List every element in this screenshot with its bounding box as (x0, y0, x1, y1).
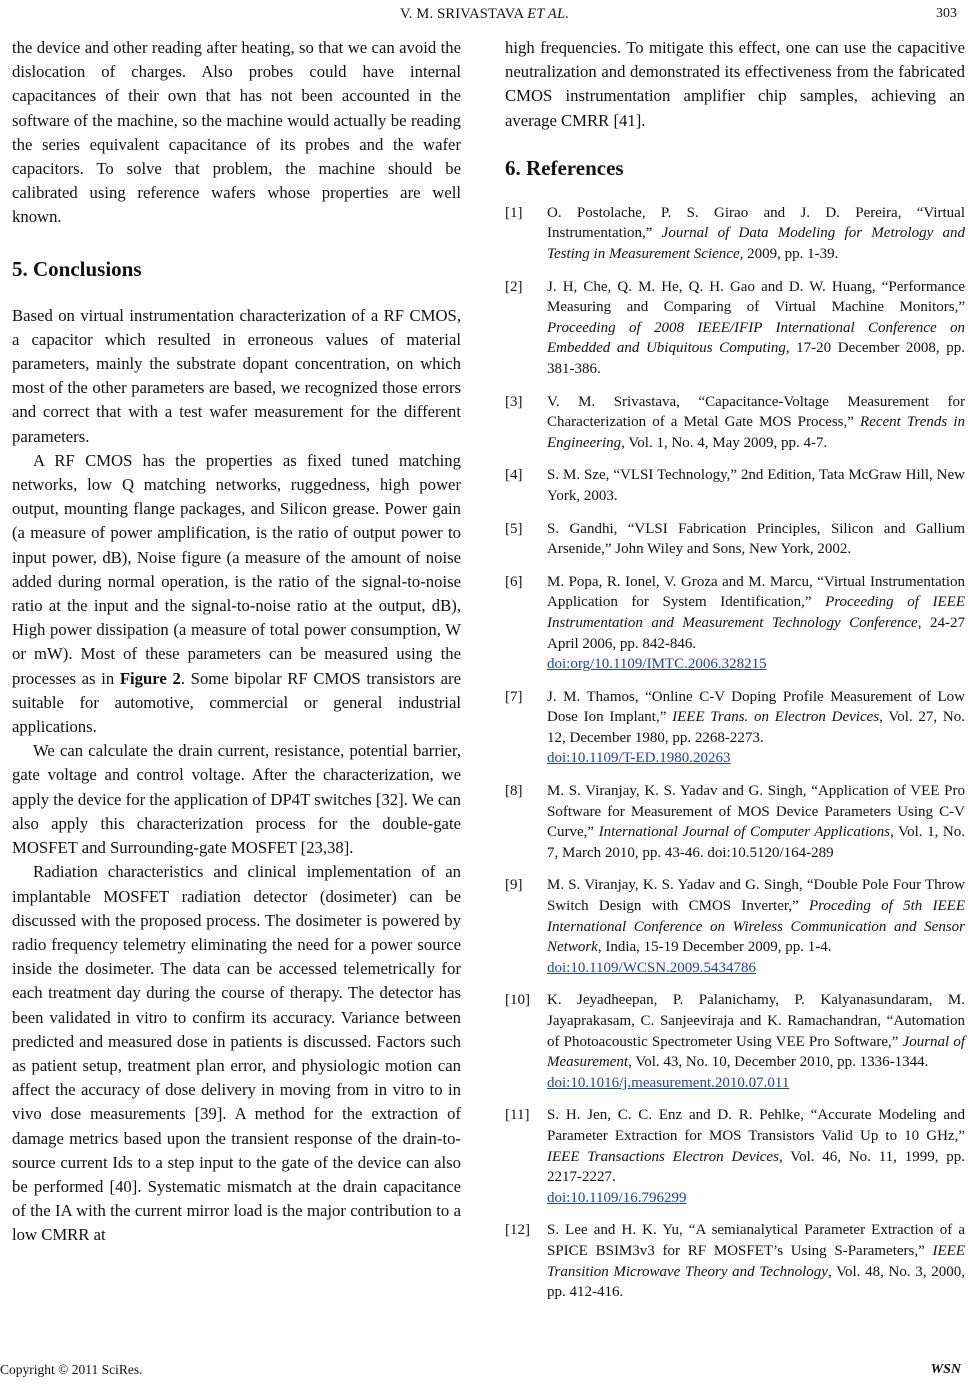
reference-item (505, 687, 965, 769)
reference-venue: IEEE Transition Microwave Theory and Technology (547, 1242, 965, 1280)
reference-item (505, 781, 965, 863)
reference-number: [5] (505, 520, 523, 537)
reference-item (505, 203, 965, 265)
reference-details: , Vol. 27, No. 12, December 1980, pp. 2268-2273. (547, 709, 965, 746)
reference-authors-title: S. Gandhi, “VLSI Fabrication Principles, Silicon and Gallium Arsenide,” John Wiley and Sons, New York, 2002. (547, 520, 965, 558)
reference-details: , Vol. 46, No. 11, 1999, pp. 2217-2227. (547, 1148, 965, 1186)
running-head-et-al: ET AL. (527, 6, 570, 22)
reference-item (505, 875, 965, 978)
reference-text (547, 465, 965, 506)
reference-details: , 2009, pp. 1-39. (739, 246, 839, 262)
paragraph-conclusions-3: We can calculate the drain current, resistance, potential barrier, gate voltage and control voltage. After the characterization, we apply the device for the application of DP4T switches [32]. We can also apply this characterization process for the double-gate MOSFET and Surrounding-gate MOSFET [23,38]. (12, 741, 461, 858)
reference-authors-title: O. Postolache, P. S. Girao and J. D. Pereira, “Virtual Instrumentation,” (547, 204, 965, 242)
reference-venue: International Journal of Computer Applications (598, 824, 891, 841)
reference-venue: Recent Trends in Engineering (547, 414, 965, 451)
reference-text (547, 572, 965, 675)
reference-details: , India, 15-19 December 2009, pp. 1-4. (597, 939, 832, 956)
reference-number: [9] (505, 877, 523, 894)
reference-details: , 24-27 April 2006, pp. 842-846. (547, 614, 966, 652)
figure-2-ref: Figure 2 (119, 668, 181, 688)
reference-text (547, 687, 965, 769)
reference-number: [3] (505, 393, 523, 410)
reference-authors-title: S. H. Jen, C. C. Enz and D. R. Pehlke, “Accurate Modeling and Parameter Extraction for MOS Transistors Valid Up to 10 GHz,” (547, 1107, 965, 1144)
reference-text (547, 990, 965, 1093)
running-head-author: V. M. SRIVASTAVA (399, 6, 524, 22)
reference-number: [1] (505, 204, 523, 221)
p2-text-before: A RF CMOS has the properties as fixed tuned matching networks, low Q matching networks, ruggedness, high power output, mounting flange packages, and Silicon grease. Power gain (a measure of power amplification, is the ratio of output power to input power, dB), Noise figure (a measure of the amount of noise added during normal operation, is the ratio of the signal-to-noise ratio at the input and the signal-to-noise ratio at the output, dB), High power dissipation (a measure of total power consumption, W or mW). Most of these parameters can be measured using the processes as in (12, 450, 461, 688)
reference-venue: IEEE Transactions Electron Devices (547, 1148, 779, 1165)
reference-text (547, 519, 965, 560)
reference-authors-title: V. M. Srivastava, “Capacitance-Voltage Measurement for Characterization of a Metal Gate MOS Process,” (547, 393, 965, 431)
reference-text (547, 1220, 965, 1302)
p2-text-after: . Some bipolar RF CMOS transistors are suitable for automotive, commercial or general industrial applications. (12, 668, 461, 737)
reference-item (505, 519, 965, 560)
reference-venue: Journal of Data Modeling for Metrology and Testing in Measurement Science (547, 225, 965, 262)
left-column (12, 36, 461, 1248)
reference-details: , Vol. 48, No. 3, 2000, pp. 412-416. (547, 1263, 965, 1301)
reference-details: , 17-20 December 2008, pp. 381-386. (547, 340, 965, 377)
reference-venue: Proceding of 5th IEEE International Conference on Wireless Communication and Sensor Network (547, 898, 965, 956)
reference-item (505, 572, 965, 675)
reference-details: , Vol. 1, No. 7, March 2010, pp. 43-46. doi:10.5120/164-289 (547, 824, 965, 861)
references-heading: 6. References (505, 155, 624, 180)
reference-authors-title: M. Popa, R. Ionel, V. Groza and M. Marcu, “Virtual Instrumentation Application for System Identification,” (547, 573, 965, 611)
reference-authors-title: J. H, Che, Q. M. He, Q. H. Gao and D. W. Huang, “Performance Measuring and Comparing of Virtual Machine Monitors,” (547, 278, 965, 316)
reference-doi-link[interactable]: doi:10.1109/16.796299 (547, 1189, 687, 1206)
reference-list (505, 203, 965, 1303)
reference-text (547, 203, 965, 265)
reference-venue: IEEE Trans. on Electron Devices (672, 709, 880, 726)
reference-authors-title: S. M. Sze, “VLSI Technology,” 2nd Edition, Tata McGraw Hill, New York, 2003. (547, 467, 965, 504)
reference-text (547, 1105, 965, 1208)
reference-text (547, 781, 965, 863)
reference-doi-link[interactable]: doi:10.1109/T-ED.1980.20263 (547, 750, 731, 767)
reference-venue: Proceeding of 2008 IEEE/IFIP International Conference on Embedded and Ubiquitous Computing (547, 319, 965, 357)
reference-item (505, 277, 965, 380)
reference-item (505, 392, 965, 454)
running-head (0, 6, 969, 23)
reference-number: [8] (505, 783, 523, 800)
reference-text (547, 392, 965, 454)
reference-doi-link[interactable]: doi:10.1016/j.measurement.2010.07.011 (547, 1074, 790, 1091)
paragraph-conclusions-2 (12, 449, 461, 739)
footer-copyright: Copyright © 2011 SciRes. (0, 1362, 143, 1377)
paragraph-conclusions-4: Radiation characteristics and clinical implementation of an implantable MOSFET radiation detector (dosimeter) can be discussed with the proposed process. The dosimeter is powered by radio frequency telemetry eliminating the need for a power source inside the dosimeter. The data can be accessed telemetrically for each treatment day during the course of therapy. The detector has been validated in vitro to confirm its accuracy. Variance between predicted and measured dose in patients is discussed. Factors such as patient setup, treatment plan error, and physiologic motion can affect the accuracy of dose delivery in moving from in vitro to in vivo dose measurements [39]. A method for the extraction of damage metrics based upon the transient response of the drain-to-source current Ids to a step input to the gate of the device can also be performed [40]. Systematic mismatch at the drain capacitance of the IA with the current mirror load is the major contribution to a low CMRR at (12, 862, 461, 1245)
reference-number: [10] (505, 992, 530, 1009)
reference-item (505, 1105, 965, 1208)
reference-number: [2] (505, 278, 523, 295)
reference-item (505, 465, 965, 506)
reference-authors-title: S. Lee and H. K. Yu, “A semianalytical Parameter Extraction of a SPICE BSIM3v3 for RF MOSFET’s Using S-Parameters,” (547, 1222, 965, 1259)
reference-number: [11] (505, 1107, 530, 1124)
reference-venue: Journal of Measurement (547, 1033, 965, 1071)
reference-venue: Proceeding of IEEE Instrumentation and Measurement Technology Conference (547, 594, 965, 631)
paragraph-continued: high frequencies. To mitigate this effect, one can use the capacitive neutralization and demonstrated its effectiveness from the fabricated CMOS instrumentation amplifier chip samples, achieving an average CMRR [41]. (505, 38, 965, 130)
right-column (505, 36, 965, 1315)
footer-journal: WSN (930, 1362, 961, 1377)
page-number: 303 (936, 6, 957, 21)
reference-number: [12] (505, 1222, 530, 1239)
reference-doi-link[interactable]: doi:org/10.1109/IMTC.2006.328215 (547, 656, 767, 673)
reference-details: , Vol. 1, No. 4, May 2009, pp. 4-7. (621, 434, 828, 451)
reference-number: [7] (505, 688, 523, 705)
reference-doi-link[interactable]: doi:10.1109/WCSN.2009.5434786 (547, 959, 757, 976)
reference-authors-title: M. S. Viranjay, K. S. Yadav and G. Singh, “Double Pole Four Throw Switch Design with CMOS Inverter,” (547, 877, 965, 915)
reference-item (505, 1220, 965, 1302)
reference-item (505, 990, 965, 1093)
reference-authors-title: K. Jeyadheepan, P. Palanichamy, P. Kalyanasundaram, M. Jayaprakasam, C. Sanjeeviraja and K. Ramachandran, “Automation of Photoacoustic Spectrometer Using VEE Pro Software,” (547, 992, 965, 1050)
reference-text (547, 277, 965, 380)
reference-number: [4] (505, 467, 523, 484)
conclusions-heading: 5. Conclusions (12, 256, 142, 281)
paragraph-conclusions-1: Based on virtual instrumentation characterization of a RF CMOS, a capacitor which resulted in erroneous values of material parameters, mainly the substrate dopant concentration, on which most of the other parameters are based, we recognized those errors and correct that with a test wafer measurement for the different parameters. (12, 305, 461, 446)
reference-authors-title: M. S. Viranjay, K. S. Yadav and G. Singh, “Application of VEE Pro Software for Measurement of MOS Device Parameters Using C-V Curve,” (547, 783, 965, 841)
paragraph-intro: the device and other reading after heating, so that we can avoid the dislocation of charges. Also probes could have internal capacitances of their own that has not been accounted in the software of the machine, so the machine would actually be reading the series equivalent capacitance of its probes and the wafer capacitors. To solve that problem, the machine should be calibrated using reference wafers whose properties are well known. (12, 38, 461, 227)
reference-details: , Vol. 43, No. 10, December 2010, pp. 1336-1344. (628, 1054, 929, 1071)
reference-text (547, 875, 965, 978)
reference-number: [6] (505, 573, 523, 590)
reference-authors-title: J. M. Thamos, “Online C-V Doping Profile Measurement of Low Dose Ion Implant,” (547, 688, 965, 726)
